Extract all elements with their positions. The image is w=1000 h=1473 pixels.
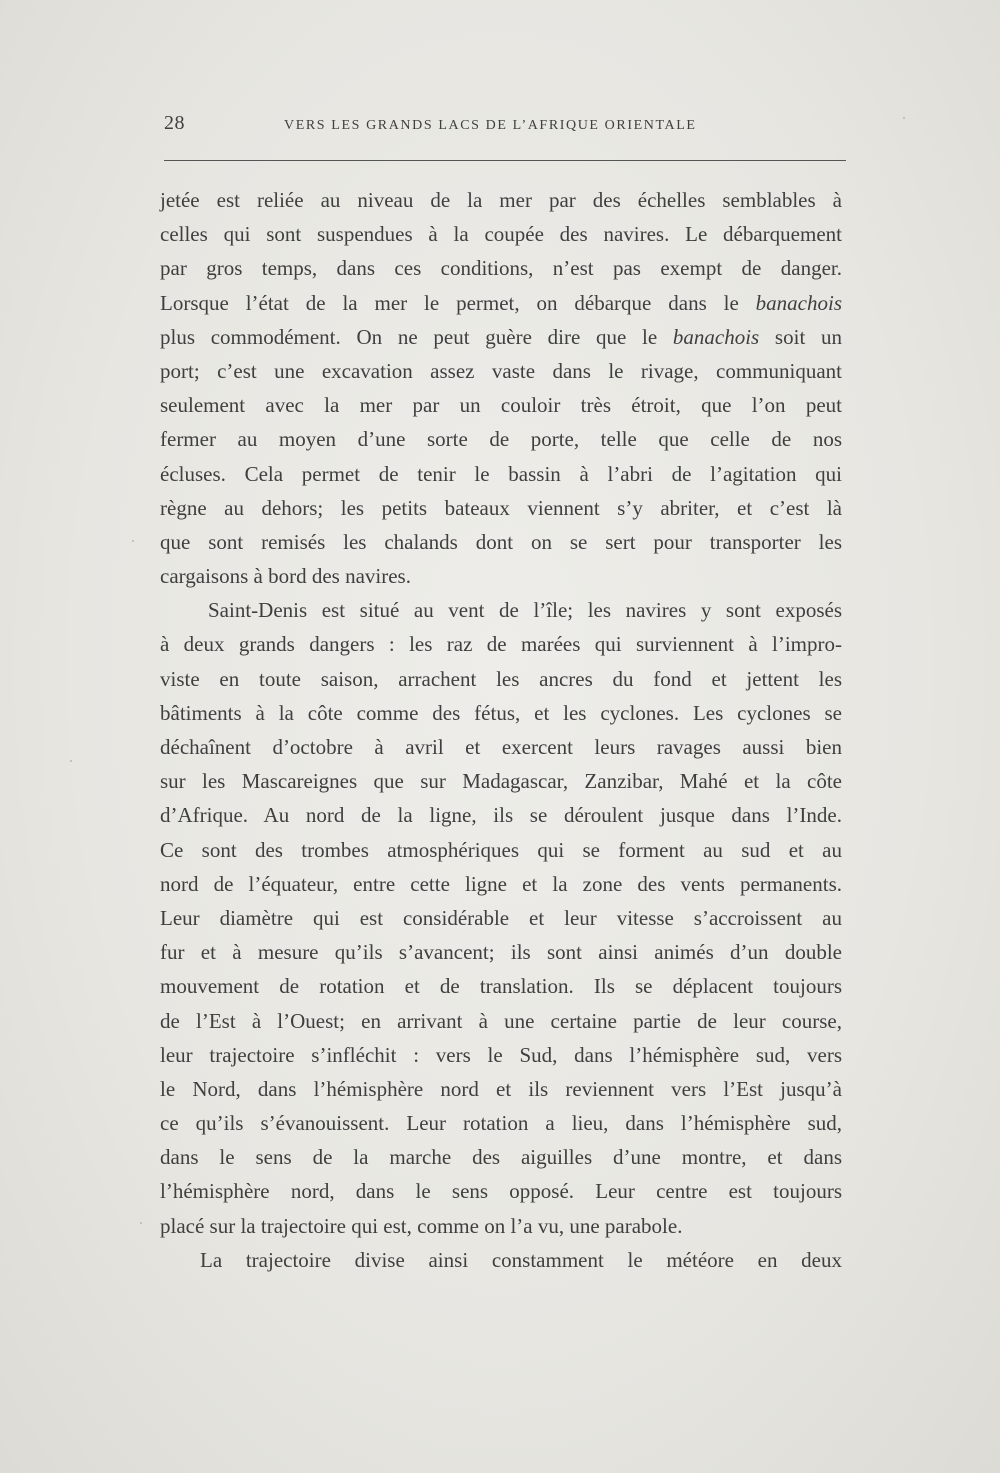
paper-speck (140, 1222, 142, 1224)
text-line: Leur diamètre qui est considérable et leur vitesse s’accroissent au (160, 905, 842, 930)
text-line: placé sur la trajectoire qui est, comme on l’a vu, une parabole. (160, 1213, 683, 1238)
text-line: port; c’est une excavation assez vaste dans le rivage, communiquant (160, 358, 842, 383)
text-line: jetée est reliée au niveau de la mer par des échelles semblables à (160, 188, 842, 212)
text-span: soit un (759, 324, 842, 349)
text-line: bâtiments à la côte comme des fétus, et les cyclones. Les cyclones se (160, 700, 842, 725)
text-line: règne au dehors; les petits bateaux viennent s’y abriter, et c’est là (160, 495, 842, 520)
text-line: nord de l’équateur, entre cette ligne et la zone des vents permanents. (160, 871, 842, 896)
paper-speck (132, 540, 134, 542)
header-rule (164, 160, 846, 161)
italic-term: banachois (672, 324, 760, 349)
text-line: à deux grands dangers : les raz de marées qui surviennent à l’impro- (160, 632, 842, 657)
text-line: ce qu’ils s’évanouissent. Leur rotation a lieu, dans l’hémisphère sud, (160, 1111, 842, 1136)
text-line: le Nord, dans l’hémisphère nord et ils reviennent vers l’Est jusqu’à (160, 1076, 842, 1101)
text-line: fur et à mesure qu’ils s’avancent; ils sont ainsi animés d’un double (160, 940, 842, 965)
text-span: Lorsque l’état de la mer le permet, on débarque dans le (160, 290, 756, 315)
text-line: de l’Est à l’Ouest; en arrivant à une certaine partie de leur course, (160, 1008, 842, 1033)
text-line: par gros temps, dans ces conditions, n’est pas exempt de danger. (160, 256, 842, 281)
text-line: leur trajectoire s’infléchit : vers le Sud, dans l’hémisphère sud, vers (160, 1042, 842, 1067)
text-line: écluses. Cela permet de tenir le bassin à l’abri de l’agitation qui (160, 461, 842, 486)
text-line: dans le sens de la marche des aiguilles d’une montre, et dans (160, 1145, 842, 1170)
page-header (164, 112, 844, 142)
page-number: 28 (164, 112, 185, 134)
text-line: mouvement de rotation et de translation. Ils se déplacent toujours (160, 974, 842, 999)
text-line: viste en toute saison, arrachent les ancres du fond et jettent les (160, 666, 842, 691)
text-line (160, 320, 842, 354)
italic-term: banachois (755, 290, 842, 315)
text-line: d’Afrique. Au nord de la ligne, ils se déroulent jusque dans l’Inde. (160, 803, 842, 828)
text-line: celles qui sont suspendues à la coupée des navires. Le débarquement (160, 222, 842, 247)
text-line (160, 286, 842, 320)
paper-speck (70, 760, 72, 762)
text-line: fermer au moyen d’une sorte de porte, telle que celle de nos (160, 427, 842, 452)
text-line: cargaisons à bord des navires. (160, 564, 411, 589)
text-line: Ce sont des trombes atmosphériques qui se forment au sud et au (160, 837, 842, 862)
text-line: déchaînent d’octobre à avril et exercent leurs ravages aussi bien (160, 735, 842, 759)
body-text (160, 183, 842, 1277)
text-line: l’hémisphère nord, dans le sens opposé. Leur centre est toujours (160, 1179, 842, 1204)
text-line: que sont remisés les chalands dont on se sert pour transporter les (160, 529, 842, 554)
text-line: seulement avec la mer par un couloir très étroit, que l’on peut (160, 393, 842, 418)
text-span: plus commodément. On ne peut guère dire que le (160, 324, 673, 349)
running-title: VERS LES GRANDS LACS DE L’AFRIQUE ORIENTALE (284, 118, 697, 133)
text-line: La trajectoire divise ainsi constamment le météore en deux (200, 1247, 842, 1272)
text-line: sur les Mascareignes que sur Madagascar, Zanzibar, Mahé et la côte (160, 769, 842, 794)
text-line: Saint-Denis est situé au vent de l’île; les navires y sont exposés (208, 598, 842, 623)
paper-speck (903, 117, 905, 119)
